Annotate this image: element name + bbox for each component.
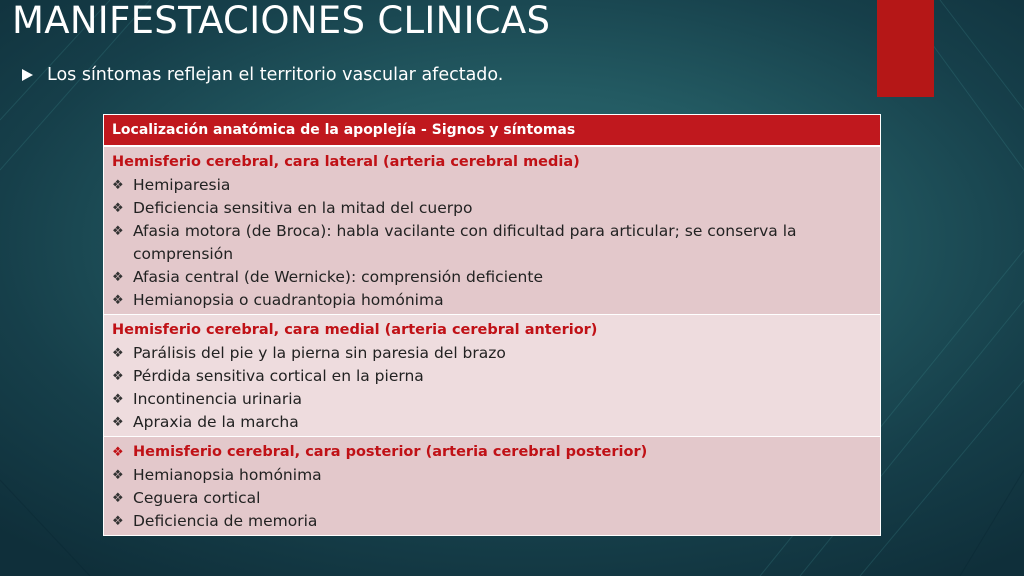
section-heading: Hemisferio cerebral, cara medial (arteria cerebral anterior) xyxy=(112,322,598,338)
list-item: ❖ Hemianopsia o cuadrantopia homónima xyxy=(112,289,872,312)
list-item: ❖ Afasia central (de Wernicke): comprensión deficiente xyxy=(112,266,872,289)
section-medial xyxy=(104,315,880,437)
symptoms-table xyxy=(103,114,881,536)
diamond-bullet-icon: ❖ xyxy=(112,514,124,529)
list-item: ❖ Ceguera cortical xyxy=(112,487,872,510)
triangle-bullet-icon xyxy=(22,69,33,81)
list-item: ❖ Deficiencia de memoria xyxy=(112,510,872,533)
section-posterior xyxy=(104,437,880,535)
list-item: ❖ Parálisis del pie y la pierna sin paresia del brazo xyxy=(112,342,872,365)
list-item: ❖ Hemiparesia xyxy=(112,174,872,197)
list-item: ❖ Deficiencia sensitiva en la mitad del cuerpo xyxy=(112,197,872,220)
section-heading: Hemisferio cerebral, cara lateral (arteria cerebral media) xyxy=(112,153,580,170)
slide-title: MANIFESTACIONES CLINICAS xyxy=(12,0,551,42)
section-lateral xyxy=(104,147,880,315)
slide-bullet-text: Los síntomas reflejan el territorio vascular afectado. xyxy=(47,65,504,85)
diamond-bullet-icon: ❖ xyxy=(112,415,124,430)
diamond-bullet-icon: ❖ xyxy=(112,269,124,285)
diamond-bullet-icon: ❖ xyxy=(112,292,124,308)
diamond-bullet-icon: ❖ xyxy=(112,177,124,193)
diamond-bullet-icon: ❖ xyxy=(112,392,124,407)
list-item: ❖ Incontinencia urinaria xyxy=(112,388,872,411)
list-item: ❖ Afasia motora (de Broca): habla vacilante con dificultad para articular; se conserva la comprensión xyxy=(112,221,797,263)
diamond-bullet-icon: ❖ xyxy=(112,346,124,361)
list-item: ❖ Hemianopsia homónima xyxy=(112,464,872,487)
diamond-bullet-icon: ❖ xyxy=(112,223,124,239)
diamond-bullet-icon: ❖ xyxy=(112,468,124,483)
diamond-bullet-icon: ❖ xyxy=(112,200,124,216)
diamond-bullet-icon: ❖ xyxy=(112,369,124,384)
accent-bar xyxy=(877,0,934,97)
section-heading: Hemisferio cerebral, cara posterior (arteria cerebral posterior) xyxy=(133,444,648,460)
list-item: ❖ Pérdida sensitiva cortical en la pierna xyxy=(112,365,872,388)
slide-bullet xyxy=(22,62,503,88)
list-item: ❖ Apraxia de la marcha xyxy=(112,411,872,434)
diamond-bullet-icon: ❖ xyxy=(112,491,124,506)
table-header: Localización anatómica de la apoplejía - Signos y síntomas xyxy=(104,115,880,147)
section-heading-row xyxy=(112,441,872,464)
diamond-bullet-icon: ❖ xyxy=(112,445,124,460)
